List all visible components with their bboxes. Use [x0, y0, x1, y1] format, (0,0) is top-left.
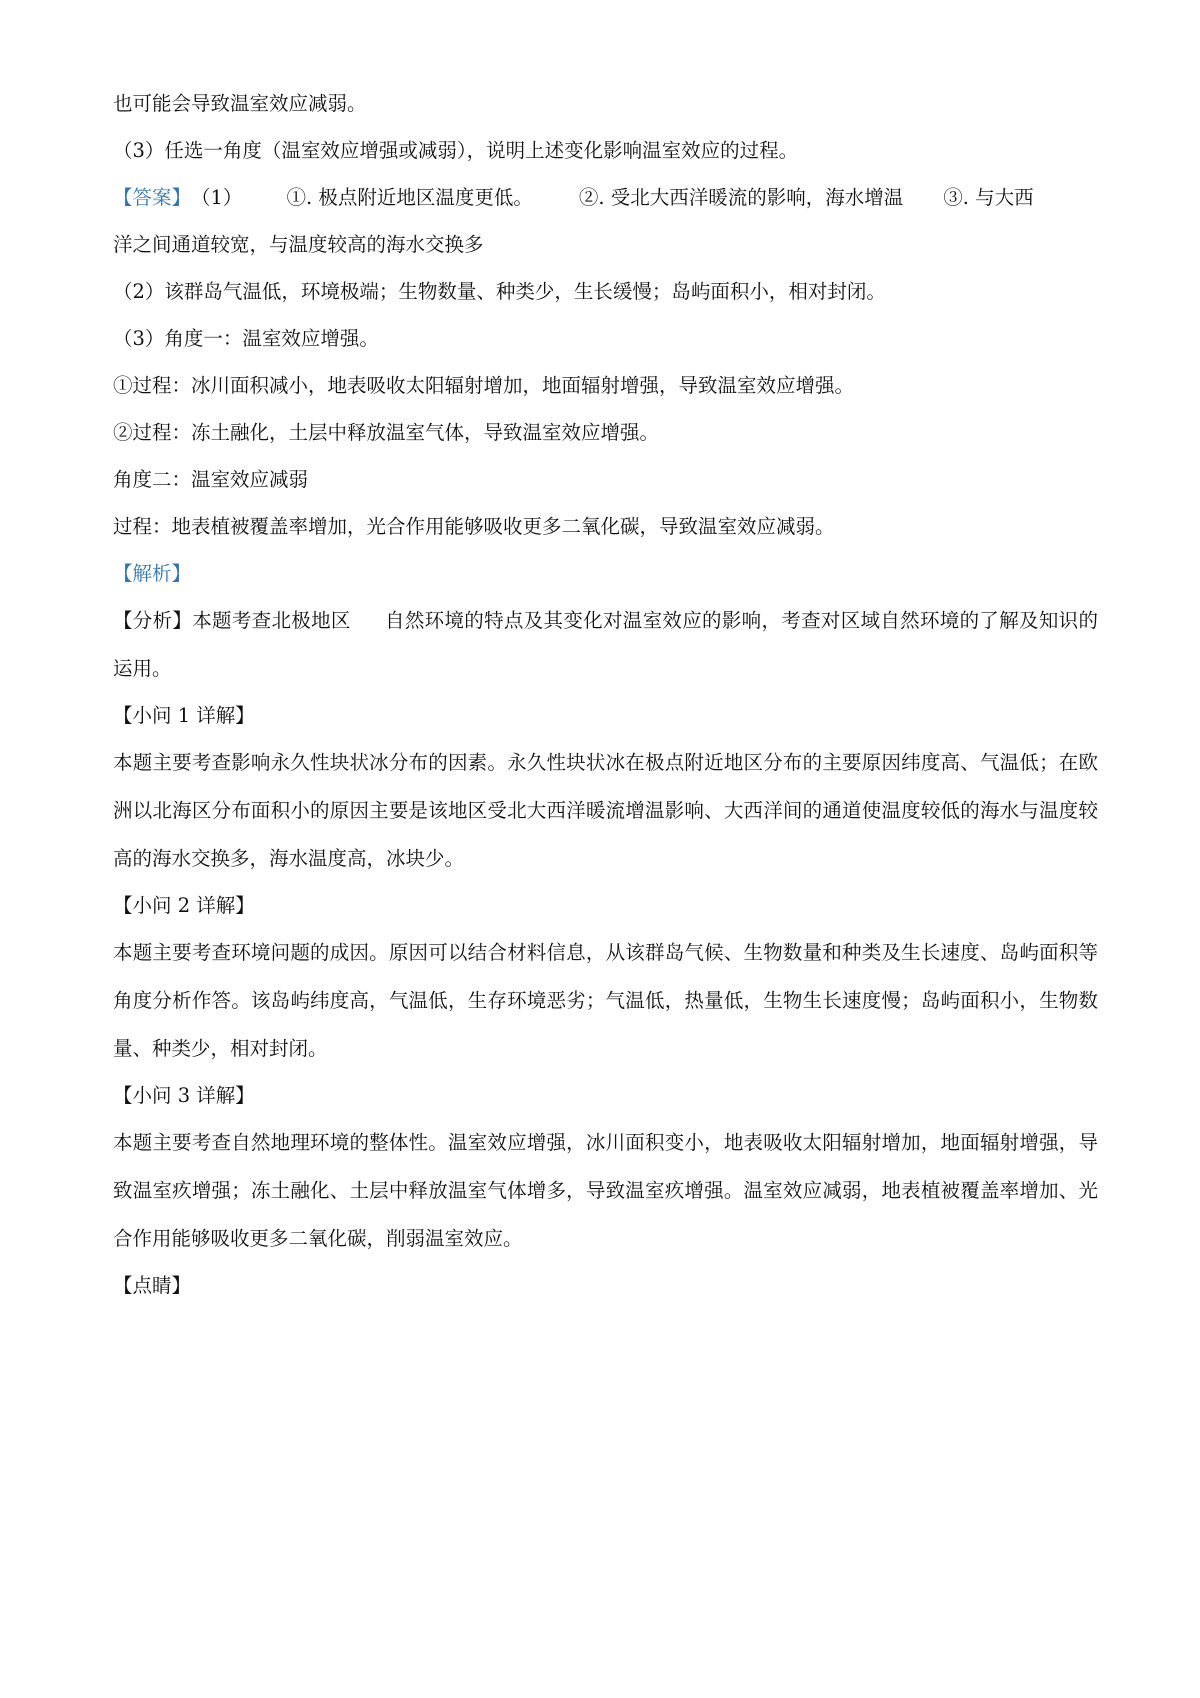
subquestion-1-heading: 【小问 1 详解】 [113, 704, 255, 727]
key-point-heading: 【点睛】 [113, 1274, 192, 1297]
answer-item-2: ②. 受北大西洋暖流的影响，海水增温 [578, 186, 904, 209]
answer-item-number: （1） [191, 186, 243, 209]
text-line: 也可能会导致温室效应减弱。 [113, 92, 367, 115]
answer-row [113, 184, 1098, 212]
answer-3-angle-2: 角度二：温室效应减弱 [113, 468, 309, 491]
answer-item-1: ①. 极点附近地区温度更低。 [286, 186, 533, 209]
analysis-lead: 【分析】本题考查北极地区 [113, 609, 351, 632]
subquestion-3-paragraph: 本题主要考查自然地理环境的整体性。温室效应增强，冰川面积变小，地表吸收太阳辐射增加，地面辐射增强，导致温室疚增强；冻土融化、土层中释放温室气体增多，导致温室疚增强。温室效应减弱，地表植被覆盖率增加、光合作用能够吸收更多二氧化碳，削弱温室效应。 [113, 1131, 1098, 1250]
analysis-paragraph [113, 597, 1098, 693]
analysis-tag: 【解析】 [113, 562, 192, 585]
answer-3-angle-1: （3）角度一：温室效应增强。 [113, 327, 379, 350]
subquestion-2-heading: 【小问 2 详解】 [113, 894, 255, 917]
subquestion-3-heading: 【小问 3 详解】 [113, 1084, 255, 1107]
subquestion-2-paragraph: 本题主要考查环境问题的成因。原因可以结合材料信息，从该群岛气候、生物数量和种类及生长速度、岛屿面积等角度分析作答。该岛屿纬度高，气温低，生存环境恶劣；气温低，热量低，生物生长速度慢；岛屿面积小，生物数量、种类少，相对封闭。 [113, 941, 1098, 1060]
answer-tag: 【答案】 [113, 186, 192, 209]
answer-3-process-2: ②过程：冻土融化，土层中释放温室气体，导致温室效应增强。 [113, 421, 660, 444]
answer-item-3: ③. 与大西 [943, 186, 1034, 209]
analysis-rest: 自然环境的特点及其变化对温室效应的影响，考查对区域自然环境的了解及知识的运用。 [113, 609, 1098, 680]
answer-3-process-1: ①过程：冰川面积减小，地表吸收太阳辐射增加，地面辐射增强，导致温室效应增强。 [113, 374, 855, 397]
question-3: （3）任选一角度（温室效应增强或减弱），说明上述变化影响温室效应的过程。 [113, 139, 799, 162]
answer-3-process-3: 过程：地表植被覆盖率增加，光合作用能够吸收更多二氧化碳，导致温室效应减弱。 [113, 515, 835, 538]
document-body [113, 90, 1098, 1319]
answer-2: （2）该群岛气温低，环境极端；生物数量、种类少，生长缓慢；岛屿面积小，相对封闭。 [113, 280, 886, 303]
subquestion-1-paragraph: 本题主要考查影响永久性块状冰分布的因素。永久性块状冰在极点附近地区分布的主要原因纬度高、气温低；在欧洲以北海区分布面积小的原因主要是该地区受北大西洋暖流增温影响、大西洋间的通道使温度较低的海水与温度较高的海水交换多，海水温度高，冰块少。 [113, 751, 1098, 870]
answer-continuation: 洋之间通道较宽，与温度较高的海水交换多 [113, 233, 484, 256]
